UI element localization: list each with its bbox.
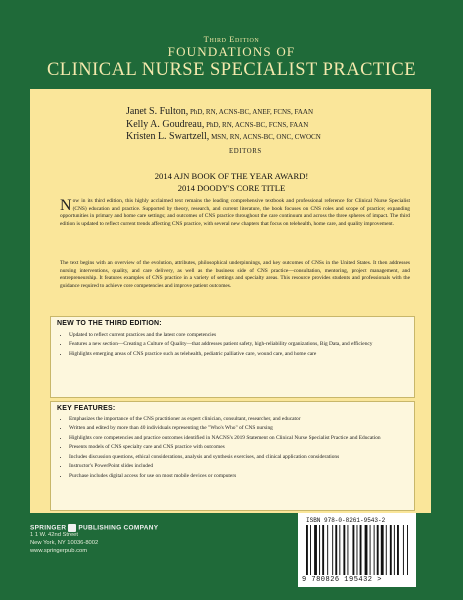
key-features-box bbox=[50, 401, 415, 511]
barcode-bar bbox=[377, 525, 379, 575]
editor-3 bbox=[126, 131, 386, 144]
barcode-bar bbox=[327, 525, 328, 575]
publisher-name-left: SPRINGER bbox=[30, 524, 67, 532]
list-item: • Includes discussion questions, ethical considerations, analysis and synthesis exercises, and clinical application considerations bbox=[69, 454, 406, 461]
award-line-2: 2014 DOODY'S CORE TITLE bbox=[177, 183, 286, 193]
publisher-name-right: PUBLISHING COMPANY bbox=[78, 524, 159, 532]
barcode-icon bbox=[306, 525, 410, 575]
barcode-bar bbox=[332, 525, 333, 575]
editors-label: EDITORS bbox=[229, 148, 262, 155]
drop-cap: N bbox=[60, 197, 72, 214]
paragraph-1-text: ow in its third edition, this highly acclaimed text remains the leading comprehensive textbook and professional reference for Clinical Nurse Specialist (CNS) education and practice. Supported by theory, research, and current literature, the book focuses on CNS roles and scope of practice; expanding opportunities in primary and home care settings; and outcomes of CNS practice throughout the care continuum and across the three spheres of impact. The third edition is updated to reflect current trends affecting CNS practice, with several new chapters that focus on telehealth, home care, and quality improvement. bbox=[60, 198, 410, 227]
editors-list bbox=[126, 106, 386, 144]
barcode-bar bbox=[319, 525, 320, 575]
barcode-bar bbox=[381, 525, 384, 575]
editor-credentials: MSN, RN, ACNS-BC, ONC, CWOCN bbox=[209, 133, 321, 141]
barcode-suffix: > bbox=[377, 576, 382, 584]
list-item: • Updated to reflect current practices and the latest core competencies bbox=[69, 332, 406, 339]
barcode-digits: 9 780826 195432 bbox=[302, 576, 373, 584]
barcode-bar bbox=[390, 525, 392, 575]
publisher-block bbox=[30, 524, 158, 555]
list-item: • Presents models of CNS specialty care and CNS practice with outcomes bbox=[69, 444, 406, 451]
list-item: • Purchase includes digital access for use on most mobile devices or computers bbox=[69, 473, 406, 480]
barcode-number bbox=[302, 576, 382, 584]
editor-name: Janet S. Fulton, bbox=[126, 106, 189, 117]
barcode-bar bbox=[347, 525, 348, 575]
website: www.springerpub.com bbox=[30, 547, 88, 554]
address-line-2: New York, NY 10036-8002 bbox=[30, 539, 99, 546]
barcode-bar bbox=[360, 525, 362, 575]
editor-name: Kelly A. Goudreau, bbox=[126, 118, 205, 130]
description-paragraph-2: The text begins with an overview of the evolution, attributes, philosophical underpinnings, and key outcomes of CNSs in the United States. It then addresses nursing interventions, quality, and care delivery, as well as the business side of CNS practice—consultation, mentoring, project management, and entrepreneurship. It features examples of CNS practice in a variety of settings and specialty areas. This resource provides students and professionals with the guidance required to achieve core competencies and improve patient outcomes. bbox=[60, 260, 410, 289]
barcode-bar bbox=[397, 525, 399, 575]
barcode-bar bbox=[310, 525, 311, 575]
barcode-bar bbox=[403, 525, 404, 575]
address-line-1: 1 1 W. 42nd Street bbox=[30, 532, 79, 538]
barcode-bar bbox=[335, 525, 337, 575]
barcode-bar bbox=[374, 525, 375, 575]
title-line-2: CLINICAL NURSE SPECIALIST PRACTICE bbox=[46, 60, 417, 80]
barcode-bar bbox=[386, 525, 387, 575]
barcode-bar bbox=[306, 525, 308, 575]
new-features-heading: NEW TO THE THIRD EDITION: bbox=[57, 320, 162, 327]
barcode-bar bbox=[370, 525, 371, 575]
barcode-bar bbox=[365, 525, 368, 575]
barcode-bar bbox=[343, 525, 345, 575]
publisher-logo bbox=[30, 524, 158, 532]
publisher-mark-icon bbox=[68, 524, 76, 532]
list-item: • Emphasizes the importance of the CNS practitioner as expert clinician, consultant, researcher, and educator bbox=[69, 416, 406, 423]
key-features-heading: KEY FEATURES: bbox=[57, 405, 116, 412]
award-block bbox=[0, 170, 463, 194]
editor-credentials: PhD, RN, ACNS-BC, FCNS, FAAN bbox=[204, 120, 309, 129]
list-item: • Highlights emerging areas of CNS practice such as telehealth, pediatric palliative care, wound care, and home care bbox=[69, 351, 406, 358]
award-line-1: 2014 AJN BOOK OF THE YEAR AWARD! bbox=[154, 171, 309, 181]
editor-credentials: PhD, RN, ACNS-BC, ANEF, FCNS, FAAN bbox=[188, 108, 313, 116]
list-item: • Highlights core competencies and practice outcomes identified in NACNS's 2019 Statement on Clinical Nurse Specialist Practice and Education bbox=[69, 435, 406, 442]
title-line-1: FOUNDATIONS OF bbox=[167, 44, 296, 59]
list-item: • Features a new section—Creating a Culture of Quality—that addresses patient safety, high-reliability organizations, Big Data, and efficiency bbox=[69, 341, 406, 348]
barcode-bar bbox=[407, 525, 408, 575]
edition-label: Third Edition bbox=[203, 34, 260, 44]
barcode-bar bbox=[357, 525, 358, 575]
editor-1 bbox=[126, 106, 386, 119]
description-paragraph-1 bbox=[60, 198, 410, 228]
editor-2 bbox=[126, 119, 386, 132]
editor-name: Kristen L. Swartzell, bbox=[126, 131, 210, 142]
barcode-area bbox=[298, 513, 416, 587]
barcode-bar bbox=[352, 525, 354, 575]
barcode-bar bbox=[322, 525, 324, 575]
isbn-text: ISBN 978-0-8261-9543-2 bbox=[306, 517, 386, 524]
new-features-box bbox=[50, 316, 415, 398]
list-item: • Written and edited by more than 40 individuals representing the "Who's Who" of CNS nursing bbox=[69, 425, 406, 432]
barcode-bar bbox=[314, 525, 317, 575]
barcode-bar bbox=[394, 525, 395, 575]
barcode-bar bbox=[339, 525, 340, 575]
list-item: • Instructor's PowerPoint slides included bbox=[69, 463, 406, 470]
